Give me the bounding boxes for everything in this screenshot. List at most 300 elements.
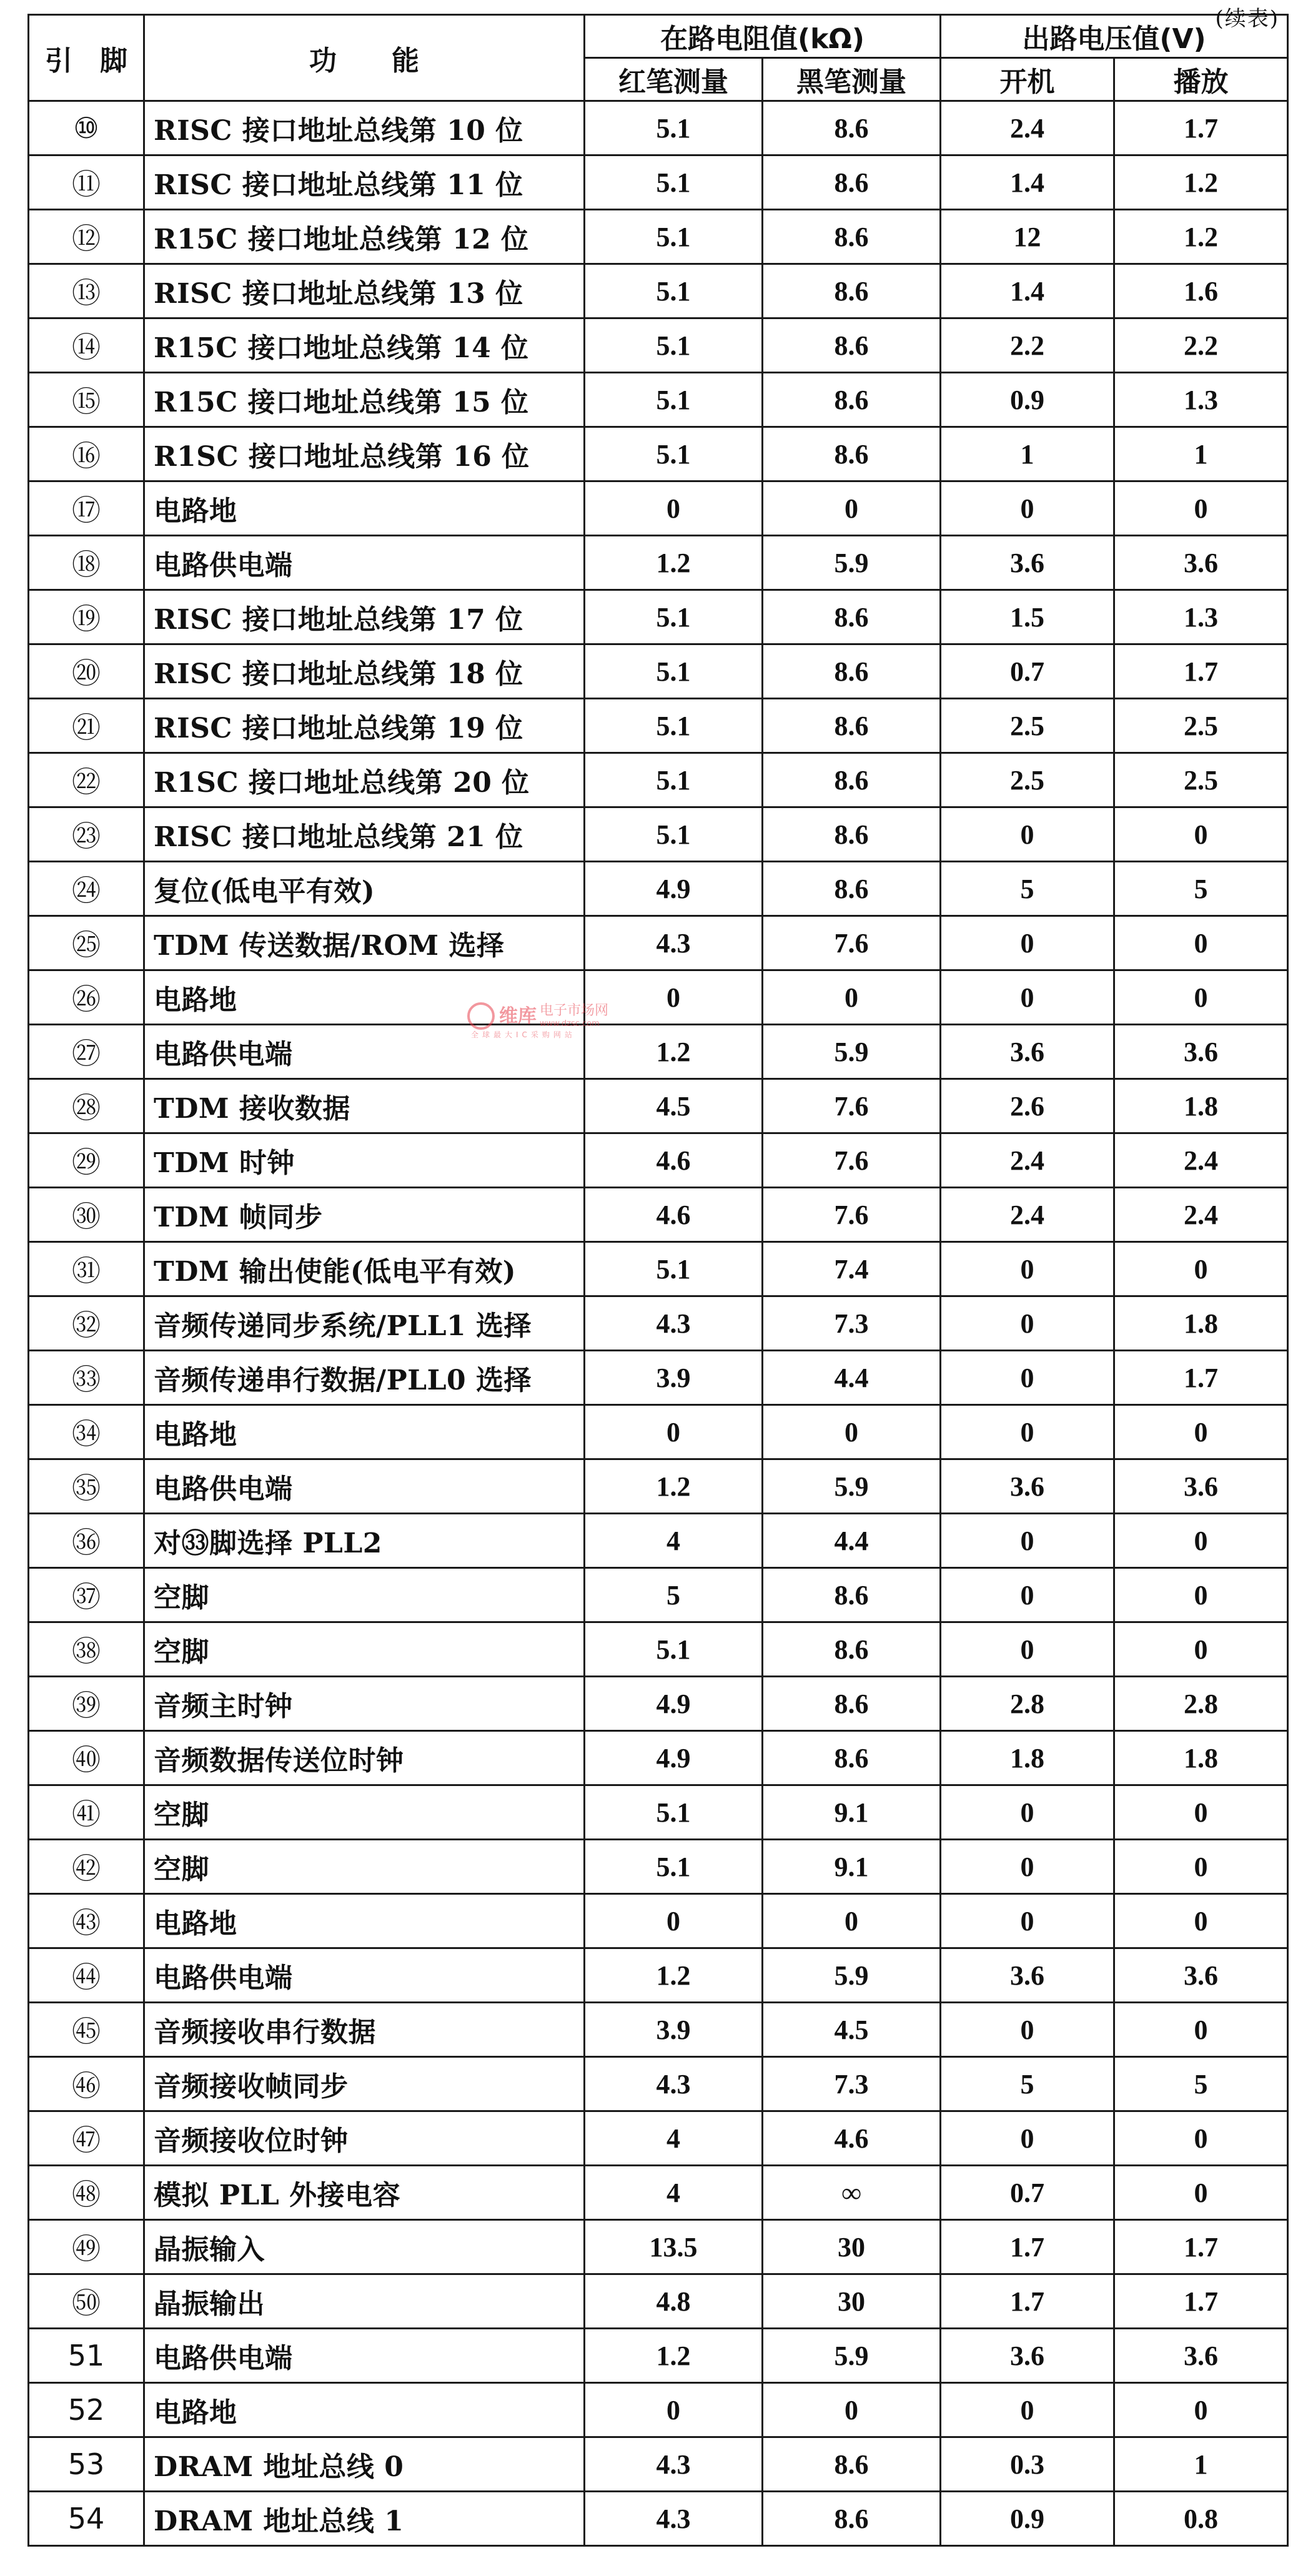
red-probe-cell: 4: [585, 2166, 763, 2220]
black-probe-cell: 8.6: [763, 862, 941, 916]
pin-cell: ㊼: [29, 2111, 144, 2166]
pin-cell: ㊱: [29, 1514, 144, 1568]
function-cell: RISC 接口地址总线第 13 位: [144, 264, 585, 318]
red-probe-cell: 5.1: [585, 427, 763, 481]
function-cell: RISC 接口地址总线第 18 位: [144, 644, 585, 699]
power-on-cell: 2.4: [941, 1133, 1114, 1188]
black-probe-cell: 30: [763, 2220, 941, 2274]
red-probe-cell: 0: [585, 1405, 763, 1459]
pin-cell: ㉘: [29, 1079, 144, 1133]
watermark-slogan: 全球最大IC采购网站: [471, 1030, 576, 1039]
black-probe-cell: 8.6: [763, 590, 941, 644]
power-on-cell: 0: [941, 1840, 1114, 1894]
playback-cell: 5: [1114, 2057, 1288, 2111]
function-cell: RISC 接口地址总线第 17 位: [144, 590, 585, 644]
header-resistance-group: 在路电阻值(kΩ): [585, 15, 941, 58]
red-probe-cell: 5.1: [585, 807, 763, 862]
power-on-cell: 0: [941, 1622, 1114, 1677]
power-on-cell: 0: [941, 1894, 1114, 1948]
table-row: [29, 699, 1288, 753]
red-probe-cell: 5.1: [585, 1785, 763, 1840]
table-row: [29, 1894, 1288, 1948]
table-row: [29, 1731, 1288, 1785]
pin-cell: ㉕: [29, 916, 144, 970]
pin-cell: ㉛: [29, 1242, 144, 1296]
power-on-cell: 0: [941, 1514, 1114, 1568]
red-probe-cell: 5.1: [585, 1840, 763, 1894]
black-probe-cell: 7.3: [763, 1296, 941, 1351]
function-cell: TDM 传送数据/ROM 选择: [144, 916, 585, 970]
power-on-cell: 2.6: [941, 1079, 1114, 1133]
playback-cell: 1.8: [1114, 1731, 1288, 1785]
pin-cell: ㉖: [29, 970, 144, 1025]
red-probe-cell: 4.6: [585, 1188, 763, 1242]
table-row: [29, 536, 1288, 590]
function-cell: 空脚: [144, 1568, 585, 1622]
function-cell: 音频传递串行数据/PLL0 选择: [144, 1351, 585, 1405]
function-cell: TDM 输出使能(低电平有效): [144, 1242, 585, 1296]
table-row: [29, 2437, 1288, 2492]
pin-cell: ㊳: [29, 1622, 144, 1677]
function-cell: 音频数据传送位时钟: [144, 1731, 585, 1785]
black-probe-cell: 0: [763, 481, 941, 536]
red-probe-cell: 5.1: [585, 590, 763, 644]
red-probe-cell: 4: [585, 2111, 763, 2166]
table-row: [29, 1459, 1288, 1514]
red-probe-cell: 5.1: [585, 699, 763, 753]
function-cell: DRAM 地址总线 0: [144, 2437, 585, 2492]
table-row: [29, 1025, 1288, 1079]
black-probe-cell: 8.6: [763, 2437, 941, 2492]
black-probe-cell: 8.6: [763, 699, 941, 753]
playback-cell: 2.2: [1114, 318, 1288, 373]
pin-cell: ⑭: [29, 318, 144, 373]
power-on-cell: 0: [941, 1405, 1114, 1459]
header-pin: 引 脚: [29, 15, 144, 101]
playback-cell: 0.8: [1114, 2492, 1288, 2546]
table-row: [29, 1188, 1288, 1242]
function-cell: 空脚: [144, 1622, 585, 1677]
function-cell: 音频主时钟: [144, 1677, 585, 1731]
red-probe-cell: 0: [585, 481, 763, 536]
power-on-cell: 2.5: [941, 699, 1114, 753]
red-probe-cell: 4.3: [585, 2057, 763, 2111]
pin-cell: ⑯: [29, 427, 144, 481]
header-row-top: [29, 15, 1288, 58]
playback-cell: 3.6: [1114, 2329, 1288, 2383]
function-cell: 电路地: [144, 2383, 585, 2437]
table-row: [29, 1514, 1288, 1568]
power-on-cell: 3.6: [941, 1025, 1114, 1079]
red-probe-cell: 1.2: [585, 1025, 763, 1079]
power-on-cell: 0: [941, 807, 1114, 862]
red-probe-cell: 1.2: [585, 536, 763, 590]
red-probe-cell: 4.3: [585, 2437, 763, 2492]
function-cell: R1SC 接口地址总线第 16 位: [144, 427, 585, 481]
red-probe-cell: 3.9: [585, 1351, 763, 1405]
power-on-cell: 0.7: [941, 2166, 1114, 2220]
pin-cell: ㉓: [29, 807, 144, 862]
red-probe-cell: 4.6: [585, 1133, 763, 1188]
table-row: [29, 1242, 1288, 1296]
function-cell: 电路地: [144, 481, 585, 536]
table-row: [29, 1296, 1288, 1351]
power-on-cell: 0: [941, 916, 1114, 970]
function-cell: RISC 接口地址总线第 10 位: [144, 101, 585, 155]
black-probe-cell: 7.6: [763, 916, 941, 970]
function-cell: 电路地: [144, 1405, 585, 1459]
pin-cell: 52: [29, 2383, 144, 2437]
function-cell: 模拟 PLL 外接电容: [144, 2166, 585, 2220]
pin-cell: ㉔: [29, 862, 144, 916]
function-cell: RISC 接口地址总线第 19 位: [144, 699, 585, 753]
playback-cell: 2.5: [1114, 699, 1288, 753]
playback-cell: 3.6: [1114, 536, 1288, 590]
pin-cell: ㊷: [29, 1840, 144, 1894]
table-row: [29, 427, 1288, 481]
function-cell: 电路供电端: [144, 536, 585, 590]
black-probe-cell: 0: [763, 1894, 941, 1948]
red-probe-cell: 5.1: [585, 1622, 763, 1677]
table-row: [29, 1948, 1288, 2003]
pin-cell: ⑱: [29, 536, 144, 590]
power-on-cell: 1.7: [941, 2274, 1114, 2329]
black-probe-cell: 8.6: [763, 1731, 941, 1785]
red-probe-cell: 5.1: [585, 264, 763, 318]
black-probe-cell: 8.6: [763, 155, 941, 210]
continued-note: (续表): [1215, 6, 1279, 31]
pin-function-table: [27, 14, 1289, 2547]
playback-cell: 1.7: [1114, 1351, 1288, 1405]
pin-cell: ⑲: [29, 590, 144, 644]
power-on-cell: 0.7: [941, 644, 1114, 699]
table-row: [29, 210, 1288, 264]
function-cell: 电路供电端: [144, 1948, 585, 2003]
black-probe-cell: 0: [763, 1405, 941, 1459]
black-probe-cell: 4.5: [763, 2003, 941, 2057]
playback-cell: 0: [1114, 1568, 1288, 1622]
power-on-cell: 2.4: [941, 1188, 1114, 1242]
table-row: [29, 644, 1288, 699]
power-on-cell: 0: [941, 1296, 1114, 1351]
playback-cell: 0: [1114, 807, 1288, 862]
pin-cell: ⑪: [29, 155, 144, 210]
playback-cell: 1.6: [1114, 264, 1288, 318]
power-on-cell: 0: [941, 2111, 1114, 2166]
power-on-cell: 0.9: [941, 2492, 1114, 2546]
table-body: [29, 101, 1288, 2546]
red-probe-cell: 1.2: [585, 1459, 763, 1514]
black-probe-cell: 8.6: [763, 753, 941, 807]
playback-cell: 5: [1114, 862, 1288, 916]
playback-cell: 0: [1114, 481, 1288, 536]
function-cell: R15C 接口地址总线第 14 位: [144, 318, 585, 373]
playback-cell: 1.2: [1114, 155, 1288, 210]
table-row: [29, 264, 1288, 318]
playback-cell: 1: [1114, 427, 1288, 481]
playback-cell: 2.8: [1114, 1677, 1288, 1731]
playback-cell: 2.5: [1114, 753, 1288, 807]
power-on-cell: 1.5: [941, 590, 1114, 644]
function-cell: 音频传递同步系统/PLL1 选择: [144, 1296, 585, 1351]
black-probe-cell: 8.6: [763, 644, 941, 699]
black-probe-cell: 8.6: [763, 807, 941, 862]
power-on-cell: 0: [941, 1242, 1114, 1296]
playback-cell: 1.3: [1114, 373, 1288, 427]
pin-cell: ㊲: [29, 1568, 144, 1622]
black-probe-cell: 5.9: [763, 536, 941, 590]
power-on-cell: 0: [941, 2003, 1114, 2057]
function-cell: 音频接收位时钟: [144, 2111, 585, 2166]
black-probe-cell: 0: [763, 2383, 941, 2437]
function-cell: 对㉝脚选择 PLL2: [144, 1514, 585, 1568]
red-probe-cell: 3.9: [585, 2003, 763, 2057]
function-cell: 晶振输入: [144, 2220, 585, 2274]
pin-cell: ⑬: [29, 264, 144, 318]
power-on-cell: 0.9: [941, 373, 1114, 427]
power-on-cell: 1.4: [941, 155, 1114, 210]
header-playback: 播放: [1114, 58, 1288, 101]
red-probe-cell: 4: [585, 1514, 763, 1568]
pin-cell: ⑮: [29, 373, 144, 427]
black-probe-cell: 8.6: [763, 264, 941, 318]
red-probe-cell: 5.1: [585, 1242, 763, 1296]
red-probe-cell: 4.3: [585, 916, 763, 970]
playback-cell: 0: [1114, 2003, 1288, 2057]
black-probe-cell: 8.6: [763, 1622, 941, 1677]
red-probe-cell: 4.3: [585, 1296, 763, 1351]
function-cell: TDM 帧同步: [144, 1188, 585, 1242]
red-probe-cell: 5.1: [585, 101, 763, 155]
pin-table-sheet: [27, 6, 1287, 2562]
playback-cell: 0: [1114, 970, 1288, 1025]
power-on-cell: 0.3: [941, 2437, 1114, 2492]
red-probe-cell: 0: [585, 970, 763, 1025]
black-probe-cell: 7.6: [763, 1133, 941, 1188]
playback-cell: 0: [1114, 1242, 1288, 1296]
watermark-site: 电子市场网: [540, 1003, 609, 1019]
pin-cell: ⑩: [29, 101, 144, 155]
playback-cell: 0: [1114, 1785, 1288, 1840]
black-probe-cell: 5.9: [763, 1459, 941, 1514]
red-probe-cell: 0: [585, 2383, 763, 2437]
playback-cell: 3.6: [1114, 1459, 1288, 1514]
red-probe-cell: 4.3: [585, 2492, 763, 2546]
black-probe-cell: 4.4: [763, 1514, 941, 1568]
pin-cell: ㊺: [29, 2003, 144, 2057]
playback-cell: 0: [1114, 1622, 1288, 1677]
black-probe-cell: 7.6: [763, 1188, 941, 1242]
playback-cell: 0: [1114, 2111, 1288, 2166]
pin-cell: ⑳: [29, 644, 144, 699]
playback-cell: 0: [1114, 1514, 1288, 1568]
power-on-cell: 1.7: [941, 2220, 1114, 2274]
power-on-cell: 5: [941, 2057, 1114, 2111]
pin-cell: ㊽: [29, 2166, 144, 2220]
playback-cell: 1.2: [1114, 210, 1288, 264]
playback-cell: 1.8: [1114, 1296, 1288, 1351]
playback-cell: 0: [1114, 1894, 1288, 1948]
black-probe-cell: 8.6: [763, 1568, 941, 1622]
pin-cell: 53: [29, 2437, 144, 2492]
pin-cell: ㉚: [29, 1188, 144, 1242]
red-probe-cell: 1.2: [585, 1948, 763, 2003]
black-probe-cell: 5.9: [763, 2329, 941, 2383]
black-probe-cell: 0: [763, 970, 941, 1025]
table-row: [29, 2111, 1288, 2166]
table-row: [29, 1133, 1288, 1188]
table-row: [29, 2166, 1288, 2220]
table-row: [29, 2492, 1288, 2546]
watermark-brand: 维库: [499, 1005, 537, 1027]
header-voltage-group: 出路电压值(V): [941, 15, 1288, 58]
function-cell: 空脚: [144, 1840, 585, 1894]
red-probe-cell: 1.2: [585, 2329, 763, 2383]
table-row: [29, 373, 1288, 427]
power-on-cell: 0: [941, 970, 1114, 1025]
pin-cell: 51: [29, 2329, 144, 2383]
playback-cell: 1.7: [1114, 2220, 1288, 2274]
power-on-cell: 3.6: [941, 2329, 1114, 2383]
red-probe-cell: 4.5: [585, 1079, 763, 1133]
power-on-cell: 0: [941, 1351, 1114, 1405]
black-probe-cell: 8.6: [763, 1677, 941, 1731]
pin-cell: ㉟: [29, 1459, 144, 1514]
black-probe-cell: 8.6: [763, 318, 941, 373]
power-on-cell: 2.4: [941, 101, 1114, 155]
black-probe-cell: 9.1: [763, 1785, 941, 1840]
red-probe-cell: 5.1: [585, 210, 763, 264]
power-on-cell: 0: [941, 1568, 1114, 1622]
playback-cell: 3.6: [1114, 1948, 1288, 2003]
table-row: [29, 2057, 1288, 2111]
table-row: [29, 318, 1288, 373]
black-probe-cell: 8.6: [763, 427, 941, 481]
power-on-cell: 3.6: [941, 1459, 1114, 1514]
playback-cell: 1.7: [1114, 101, 1288, 155]
playback-cell: 1: [1114, 2437, 1288, 2492]
table-row: [29, 2383, 1288, 2437]
playback-cell: 0: [1114, 2166, 1288, 2220]
function-cell: 晶振输出: [144, 2274, 585, 2329]
pin-cell: ㉙: [29, 1133, 144, 1188]
black-probe-cell: 8.6: [763, 373, 941, 427]
table-row: [29, 916, 1288, 970]
black-probe-cell: 7.6: [763, 1079, 941, 1133]
black-probe-cell: 30: [763, 2274, 941, 2329]
table-row: [29, 1568, 1288, 1622]
table-row: [29, 2220, 1288, 2274]
function-cell: 电路供电端: [144, 1025, 585, 1079]
black-probe-cell: 8.6: [763, 101, 941, 155]
function-cell: 复位(低电平有效): [144, 862, 585, 916]
pin-cell: ㊾: [29, 2220, 144, 2274]
playback-cell: 0: [1114, 1840, 1288, 1894]
playback-cell: 1.3: [1114, 590, 1288, 644]
power-on-cell: 3.6: [941, 1948, 1114, 2003]
black-probe-cell: 7.4: [763, 1242, 941, 1296]
playback-cell: 1.7: [1114, 644, 1288, 699]
red-probe-cell: 5.1: [585, 753, 763, 807]
black-probe-cell: 7.3: [763, 2057, 941, 2111]
table-row: [29, 1785, 1288, 1840]
pin-cell: ㊵: [29, 1731, 144, 1785]
power-on-cell: 0: [941, 1785, 1114, 1840]
header-black-probe: 黑笔测量: [763, 58, 941, 101]
pin-cell: ㉞: [29, 1405, 144, 1459]
pin-cell: ㉒: [29, 753, 144, 807]
pin-cell: ㉗: [29, 1025, 144, 1079]
red-probe-cell: 5.1: [585, 644, 763, 699]
red-probe-cell: 5.1: [585, 155, 763, 210]
function-cell: 电路供电端: [144, 1459, 585, 1514]
function-cell: R15C 接口地址总线第 12 位: [144, 210, 585, 264]
red-probe-cell: 4.9: [585, 862, 763, 916]
function-cell: TDM 接收数据: [144, 1079, 585, 1133]
table-row: [29, 2274, 1288, 2329]
red-probe-cell: 4.8: [585, 2274, 763, 2329]
pin-cell: ㊸: [29, 1894, 144, 1948]
red-probe-cell: 5.1: [585, 318, 763, 373]
power-on-cell: 5: [941, 862, 1114, 916]
table-row: [29, 1677, 1288, 1731]
pin-cell: ㊹: [29, 1948, 144, 2003]
power-on-cell: 2.5: [941, 753, 1114, 807]
black-probe-cell: 9.1: [763, 1840, 941, 1894]
black-probe-cell: 4.4: [763, 1351, 941, 1405]
table-row: [29, 1622, 1288, 1677]
red-probe-cell: 4.9: [585, 1731, 763, 1785]
playback-cell: 0: [1114, 2383, 1288, 2437]
playback-cell: 2.4: [1114, 1133, 1288, 1188]
black-probe-cell: 5.9: [763, 1025, 941, 1079]
function-cell: DRAM 地址总线 1: [144, 2492, 585, 2546]
power-on-cell: 1: [941, 427, 1114, 481]
black-probe-cell: 4.6: [763, 2111, 941, 2166]
red-probe-cell: 5: [585, 1568, 763, 1622]
pin-cell: ⑰: [29, 481, 144, 536]
red-probe-cell: 5.1: [585, 373, 763, 427]
playback-cell: 1.7: [1114, 2274, 1288, 2329]
function-cell: 电路地: [144, 970, 585, 1025]
power-on-cell: 0: [941, 481, 1114, 536]
power-on-cell: 1.8: [941, 1731, 1114, 1785]
playback-cell: 2.4: [1114, 1188, 1288, 1242]
black-probe-cell: 8.6: [763, 210, 941, 264]
watermark-url: www.dzsc.com: [540, 1019, 600, 1029]
playback-cell: 0: [1114, 1405, 1288, 1459]
table-row: [29, 2003, 1288, 2057]
power-on-cell: 3.6: [941, 536, 1114, 590]
function-cell: 电路地: [144, 1894, 585, 1948]
red-probe-cell: 4.9: [585, 1677, 763, 1731]
power-on-cell: 12: [941, 210, 1114, 264]
function-cell: R1SC 接口地址总线第 20 位: [144, 753, 585, 807]
red-probe-cell: 0: [585, 1894, 763, 1948]
function-cell: TDM 时钟: [144, 1133, 585, 1188]
power-on-cell: 2.8: [941, 1677, 1114, 1731]
table-row: [29, 155, 1288, 210]
power-on-cell: 2.2: [941, 318, 1114, 373]
pin-cell: ㊻: [29, 2057, 144, 2111]
table-row: [29, 1079, 1288, 1133]
function-cell: RISC 接口地址总线第 11 位: [144, 155, 585, 210]
pin-cell: ㊴: [29, 1677, 144, 1731]
table-row: [29, 481, 1288, 536]
red-probe-cell: 13.5: [585, 2220, 763, 2274]
pin-cell: ㊶: [29, 1785, 144, 1840]
black-probe-cell: ∞: [763, 2166, 941, 2220]
